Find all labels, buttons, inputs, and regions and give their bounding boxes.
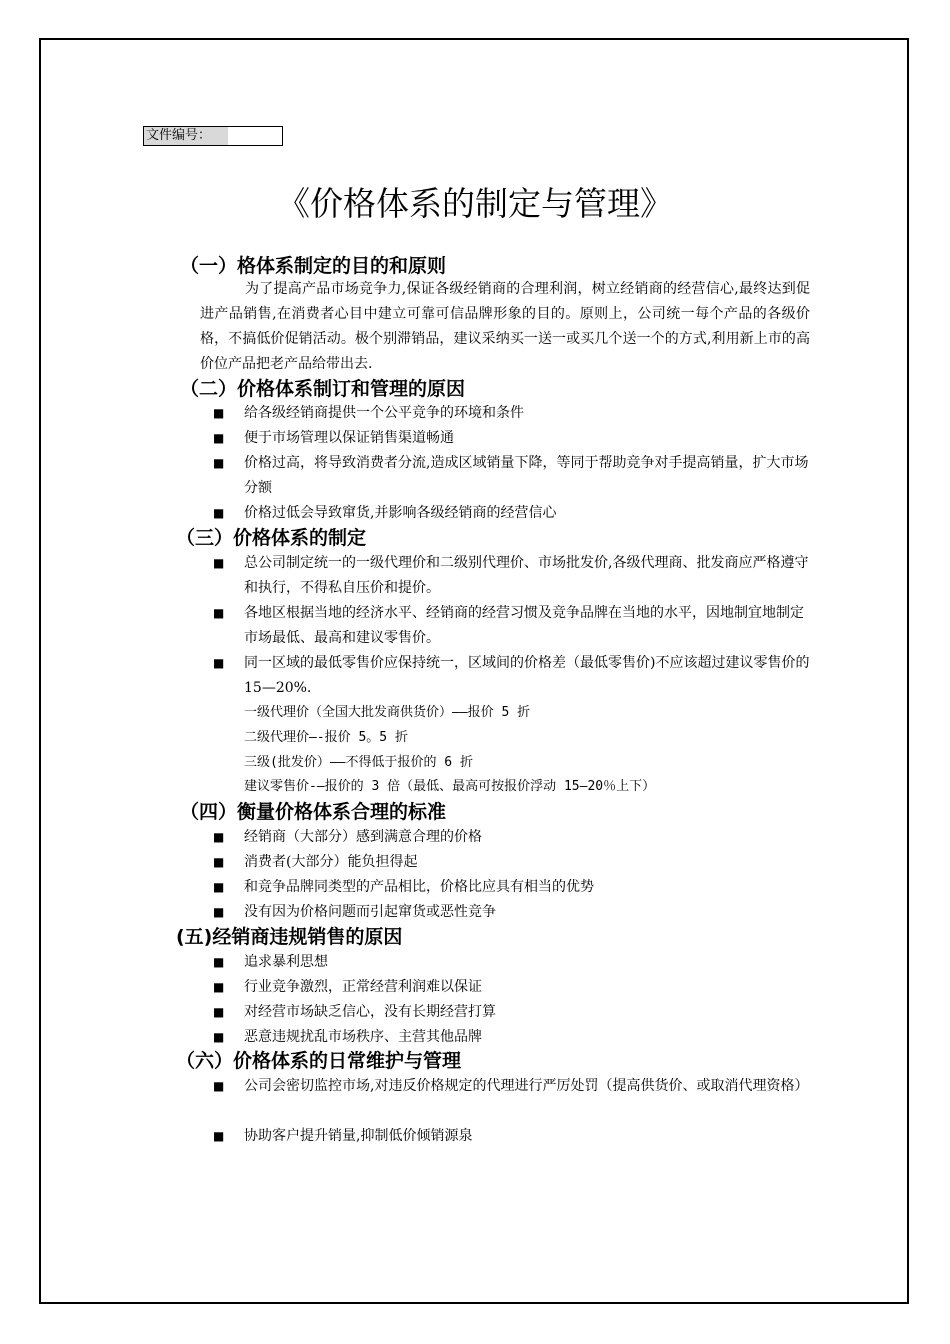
- price-line-level-2: 二级代理价—-报价 5。5 折: [244, 730, 408, 745]
- price-line-retail: 建议零售价-—报价的 3 倍（最低、最高可按报价浮动 15—20％上下）: [244, 779, 656, 794]
- bullet-icon: ■: [213, 855, 225, 869]
- list-item: ■ 价格过高，将导致消费者分流,造成区域销量下降，等同于帮助竞争对手提高销量，扩大市场分额: [213, 451, 813, 501]
- section-3-heading: （三）价格体系的制定: [176, 527, 367, 549]
- bullet-icon: ■: [213, 456, 225, 470]
- bullet-icon: ■: [213, 905, 225, 919]
- bullet-icon: ■: [213, 656, 225, 670]
- list-item: ■ 协助客户提升销量,抑制低价倾销源泉: [213, 1124, 813, 1149]
- list-item: ■ 便于市场管理以保证销售渠道畅通: [213, 426, 813, 451]
- document-title: 《价格体系的制定与管理》: [277, 184, 673, 223]
- bullet-icon: ■: [213, 1079, 225, 1093]
- list-item: ■ 公司会密切监控市场,对违反价格规定的代理进行严厉处罚（提高供货价、或取消代理资格）: [213, 1074, 813, 1099]
- list-item: ■ 价格过低会导致窜货,并影响各级经销商的经营信心: [213, 501, 813, 526]
- bullet-icon: ■: [213, 1005, 225, 1019]
- section-5-heading: (五)经销商违规销售的原因: [176, 926, 403, 948]
- bullet-icon: ■: [213, 606, 225, 620]
- bullet-icon: ■: [213, 1129, 225, 1143]
- list-item: ■ 同一区域的最低零售价应保持统一，区域间的价格差（最低零售价)不应该超过建议零售价的 15—20%.: [213, 651, 813, 701]
- list-item: ■ 和竞争品牌同类型的产品相比，价格比应具有相当的优势: [213, 875, 813, 900]
- bullet-icon: ■: [213, 556, 225, 570]
- price-line-level-1: 一级代理价（全国大批发商供货价）——报价 5 折: [244, 705, 531, 720]
- bullet-icon: ■: [213, 406, 225, 420]
- list-item: ■ 对经营市场缺乏信心，没有长期经营打算: [213, 1000, 813, 1025]
- list-item: ■ 行业竞争激烈，正常经营利润难以保证: [213, 975, 813, 1000]
- file-number-field: 文件编号：: [143, 126, 283, 146]
- bullet-icon: ■: [213, 431, 225, 445]
- section-1-paragraph: 为了提高产品市场竞争力,保证各级经销商的合理利润，树立经销商的经营信心,最终达到促进产品销售,在消费者心目中建立可靠可信品牌形象的目的。原则上，公司统一每个产品的各级价格，不搞低价促销活动。极个别滞销品，建议采纳买一送一或买几个送一个的方式,利用新上市的高价位产品把老产品给带出去.: [200, 281, 810, 372]
- section-6-heading: （六）价格体系的日常维护与管理: [176, 1050, 462, 1072]
- section-2-heading: （二）价格体系制订和管理的原因: [180, 378, 466, 400]
- bullet-icon: ■: [213, 1030, 225, 1044]
- list-item: ■ 恶意违规扰乱市场秩序、主营其他品牌: [213, 1025, 813, 1050]
- list-item: ■ 总公司制定统一的一级代理价和二级别代理价、市场批发价,各级代理商、批发商应严格遵守和执行，不得私自压价和提价。: [213, 551, 813, 601]
- price-line-level-3: 三级(批发价）——不得低于报价的 6 折: [244, 755, 473, 770]
- bullet-icon: ■: [213, 880, 225, 894]
- section-4-heading: （四）衡量价格体系合理的标准: [180, 801, 447, 823]
- list-item: ■ 追求暴利思想: [213, 950, 813, 975]
- bullet-icon: ■: [213, 830, 225, 844]
- list-item: ■ 经销商（大部分）感到满意合理的价格: [213, 825, 813, 850]
- list-item: ■ 没有因为价格问题而引起窜货或恶性竞争: [213, 900, 813, 925]
- bullet-icon: ■: [213, 980, 225, 994]
- list-item: ■ 消费者(大部分）能负担得起: [213, 850, 813, 875]
- section-1-heading: （一）格体系制定的目的和原则: [180, 255, 447, 277]
- list-item: ■ 给各级经销商提供一个公平竞争的环境和条件: [213, 401, 813, 426]
- list-item: ■ 各地区根据当地的经济水平、经销商的经营习惯及竞争品牌在当地的水平，因地制宜地制定市场最低、最高和建议零售价。: [213, 601, 813, 651]
- bullet-icon: ■: [213, 506, 225, 520]
- bullet-icon: ■: [213, 955, 225, 969]
